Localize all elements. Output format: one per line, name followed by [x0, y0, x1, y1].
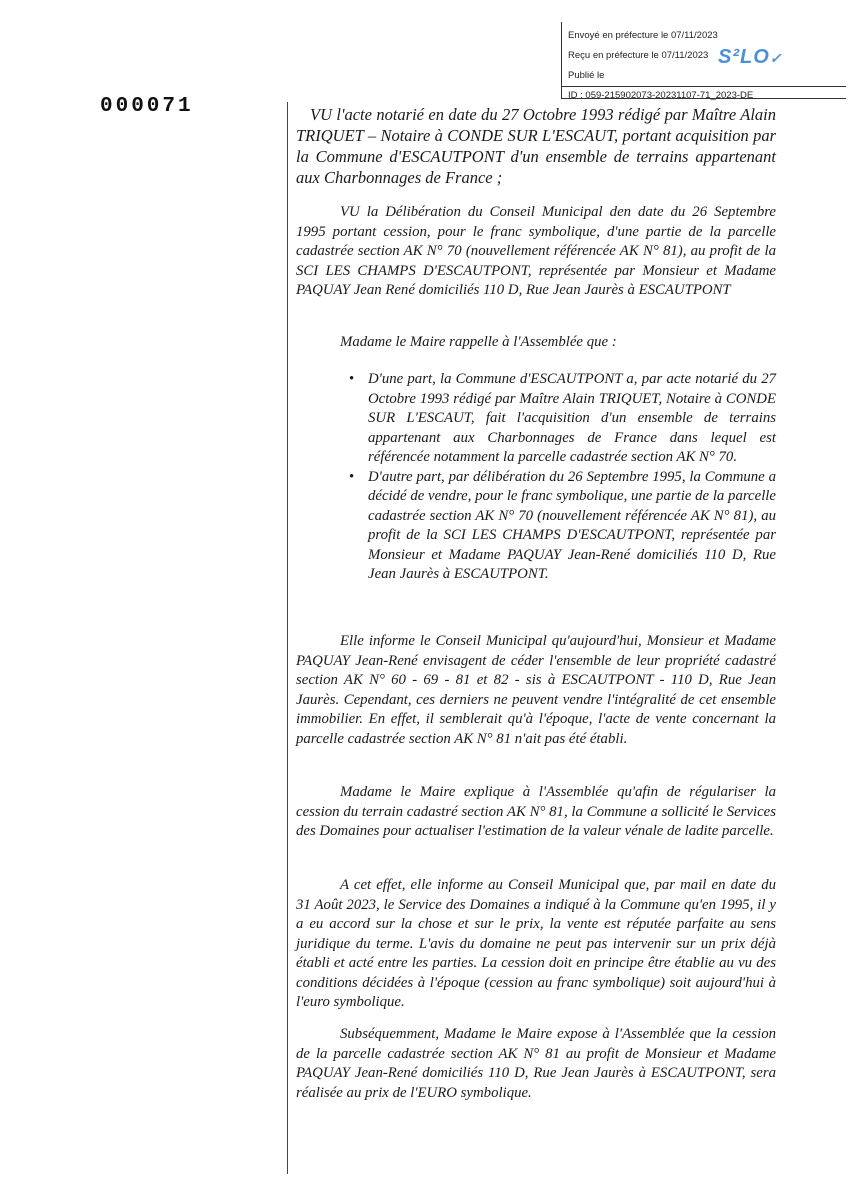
published-label: Publié le [568, 70, 605, 81]
document-id: ID : 059-215902073-20231107-71_2023-DE [562, 86, 846, 101]
reminder-list [349, 370, 776, 585]
paragraph-notarial-act [296, 104, 776, 188]
list-item-text: D'autre part, par délibération du 26 Septembre 1995, la Commune a décidé de vendre, pour le franc symbolique, une partie de la parcelle cadastrée section AK N° 70 (nouvellement référencée AK N° 81), au profit de la SCI LES CHAMPS D'ESCAUTPONT, représentée par Monsieur et Madame PAQUAY Jean-René domiciliés 110 D, Rue Jean Jaurès à ESCAUTPONT. [368, 468, 776, 582]
received-date: Reçu en préfecture le 07/11/2023 [568, 50, 709, 61]
paragraph-text: A cet effet, elle informe au Conseil Municipal que, par mail en date du 31 Août 2023, le Service des Domaines a indiqué à la Commune qu'en 1995, il y a eu accord sur la chose et sur le prix, la vente est réputée parfaite au sens juridique du terme. L'avis du domaine ne peut pas intervenir sur un prix déjà établi et acté entre les parties. La cession doit en principe être établie au vu des conditions décidées à l'époque (cession au franc symbolique) soit aujourd'hui à l'euro symbolique. [296, 877, 776, 1010]
check-icon: ✓ [769, 50, 783, 66]
margin-line [287, 102, 288, 1174]
paragraph-reminder [296, 333, 776, 353]
sent-date: Envoyé en préfecture le 07/11/2023 [568, 30, 718, 41]
paragraph-text: VU l'acte notarié en date du 27 Octobre 1993 rédigé par Maître Alain TRIQUET – Notaire à CONDE SUR L'ESCAUT, portant acquisition par la Commune d'ESCAUTPONT d'un ensemble de terrains appartenant aux Charbonnages de France ; [296, 105, 776, 187]
list-item [349, 468, 776, 585]
list-item-text: D'une part, la Commune d'ESCAUTPONT a, par acte notarié du 27 Octobre 1993 rédigé par Maître Alain TRIQUET, Notaire à CONDE SUR L'ESCAUT, fait l'acquisition d'un ensemble de terrains appartenant aux Charbonnages de France dans lequel est référencée notamment la parcelle cadastrée section AK N° 70. [368, 371, 776, 465]
paragraph-text: Elle informe le Conseil Municipal qu'aujourd'hui, Monsieur et Madame PAQUAY Jean-René envisagent de céder l'ensemble de leur propriété cadastré section AK N° 60 - 69 - 81 et 82 - sis à ESCAUTPONT - 110 D, Rue Jean Jaurès. Cependant, ces derniers ne peuvent vendre l'intégralité de cet ensemble immobilier. En effet, il semblerait qu'à l'époque, l'acte de vente concernant la parcelle cadastrée section AK N° 81 n'ait pas été établi. [296, 633, 776, 747]
paragraph-deliberation [296, 203, 776, 301]
bullet-icon: • [349, 371, 355, 387]
bullet-icon: • [349, 468, 355, 485]
paragraph-domain-service [296, 876, 776, 1013]
list-item [349, 370, 776, 468]
prefecture-stamp [561, 22, 846, 99]
paragraph-information [296, 632, 776, 749]
paragraph-text: VU la Délibération du Conseil Municipal den date du 26 Septembre 1995 portant cession, pour le franc symbolique, d'une partie de la parcelle cadastrée section AK N° 70 (nouvellement référencée AK N° 81), au profit de la SCI LES CHAMPS D'ESCAUTPONT, représentée par Monsieur et Madame PAQUAY Jean René domiciliés 110 D, Rue Jean Jaurès à ESCAUTPONT [296, 204, 776, 298]
s2lo-logo [718, 46, 783, 69]
paragraph-text: Madame le Maire rappelle à l'Assemblée que : [340, 334, 617, 350]
paragraph-conclusion [296, 1025, 776, 1103]
logo-text: S²LO [718, 46, 770, 68]
paragraph-explanation [296, 783, 776, 842]
paragraph-text: Subséquemment, Madame le Maire expose à l'Assemblée que la cession de la parcelle cadastrée section AK N° 81 au profit de Monsieur et Madame PAQUAY Jean-René domiciliés 110 D, Rue Jean Jaurès à ESCAUTPONT, sera réalisée au prix de l'EURO symbolique. [296, 1026, 776, 1101]
paragraph-text: Madame le Maire explique à l'Assemblée qu'afin de régulariser la cession du terrain cadastré section AK N° 81, la Commune a sollicité le Services des Domaines pour actualiser l'estimation de la valeur vénale de ladite parcelle. [296, 784, 776, 839]
document-number: 000071 [100, 95, 194, 118]
